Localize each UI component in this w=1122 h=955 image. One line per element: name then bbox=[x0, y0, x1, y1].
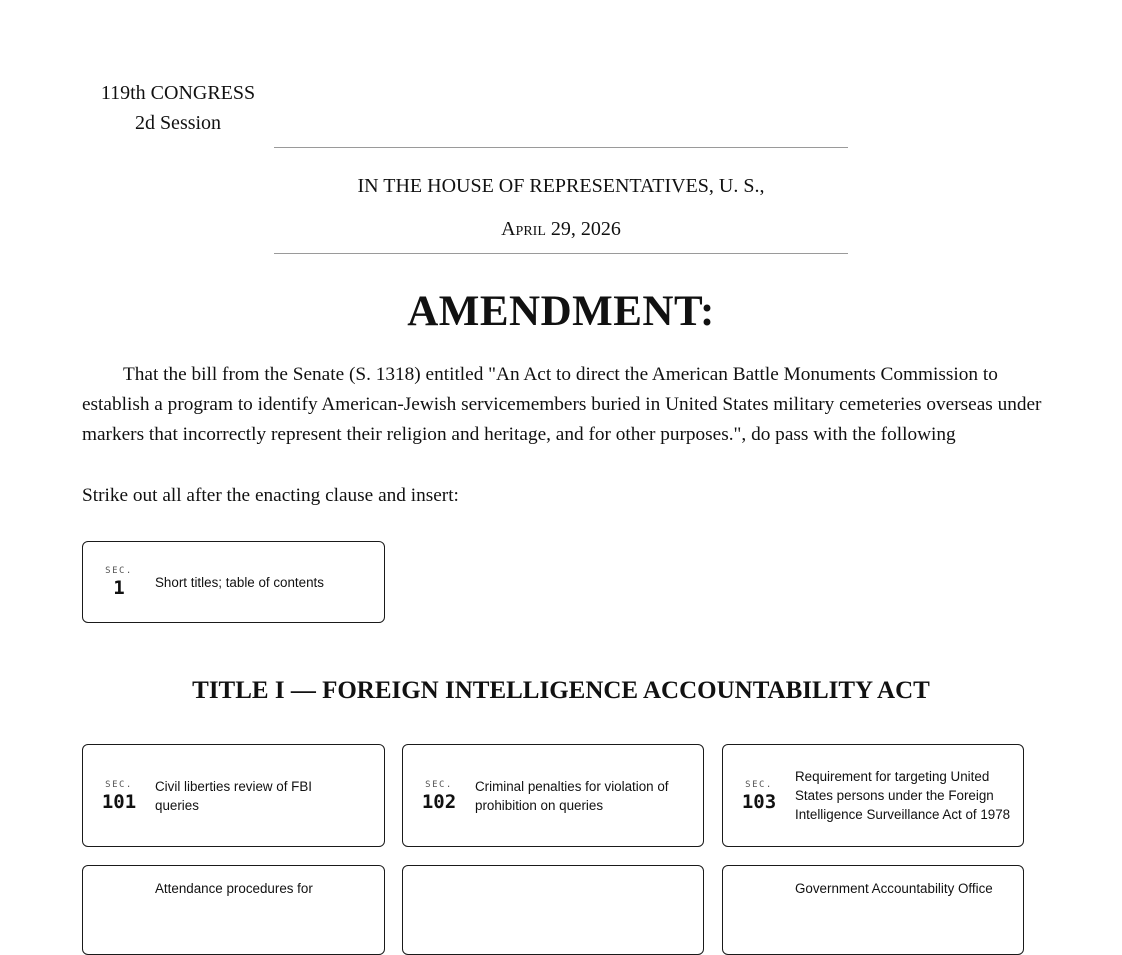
session-number: 2d Session bbox=[134, 112, 222, 134]
amendment-heading: AMENDMENT: bbox=[407, 288, 715, 335]
section-label: SEC. bbox=[745, 779, 773, 790]
section-card-103[interactable] bbox=[722, 744, 1024, 847]
section-number-block bbox=[403, 779, 475, 813]
amendment-intro-paragraph: That the bill from the Senate (S. 1318) entitled "An Act to direct the American Battle Monuments Commission to establish a program to identify American-Jewish servicemembers buried in United States military cemeteries overseas under markers that incorrectly represent their religion and heritage, and for other purposes.", do pass with the following bbox=[82, 364, 1042, 445]
congress-number: 119th CONGRESS bbox=[100, 82, 256, 104]
section-title: Government Accountability Office bbox=[795, 881, 993, 896]
section-number-block bbox=[83, 565, 155, 599]
section-number: 103 bbox=[741, 790, 777, 813]
section-card-106[interactable] bbox=[722, 865, 1024, 955]
section-number: 1 bbox=[113, 577, 125, 599]
section-card-102[interactable] bbox=[402, 744, 704, 847]
date-month: April bbox=[501, 218, 546, 240]
section-number-block bbox=[83, 866, 155, 876]
strike-clause: Strike out all after the enacting clause and insert: bbox=[82, 485, 459, 506]
date-line bbox=[274, 216, 848, 242]
section-number: 101 bbox=[101, 790, 137, 813]
section-title: Civil liberties review of FBI queries bbox=[155, 778, 313, 813]
section-card-104[interactable] bbox=[82, 865, 385, 955]
section-number: 102 bbox=[421, 790, 457, 813]
section-number-block bbox=[723, 866, 795, 876]
section-number-block bbox=[723, 779, 795, 813]
section-label: SEC. bbox=[105, 566, 133, 576]
bottom-divider bbox=[274, 253, 848, 254]
section-title: Short titles; table of contents bbox=[155, 574, 324, 590]
chamber-line: IN THE HOUSE OF REPRESENTATIVES, U. S., bbox=[357, 175, 765, 197]
section-number-block bbox=[83, 779, 155, 813]
top-divider bbox=[274, 147, 848, 148]
congress-session-block bbox=[96, 78, 260, 138]
date-day-year: 29, 2026 bbox=[545, 218, 621, 240]
section-title: Criminal penalties for violation of prohibition on queries bbox=[475, 778, 669, 813]
section-label: SEC. bbox=[105, 779, 133, 790]
section-title: Attendance procedures for bbox=[155, 881, 313, 896]
section-label: SEC. bbox=[425, 779, 453, 790]
section-title: Requirement for targeting United States persons under the Foreign Intelligence Surveillance Act of 1978 bbox=[795, 769, 1011, 822]
section-card-105[interactable] bbox=[402, 865, 704, 955]
section-card-1[interactable] bbox=[82, 541, 385, 623]
section-card-101[interactable] bbox=[82, 744, 385, 847]
title-1-heading: TITLE I — FOREIGN INTELLIGENCE ACCOUNTABILITY ACT bbox=[192, 677, 930, 704]
